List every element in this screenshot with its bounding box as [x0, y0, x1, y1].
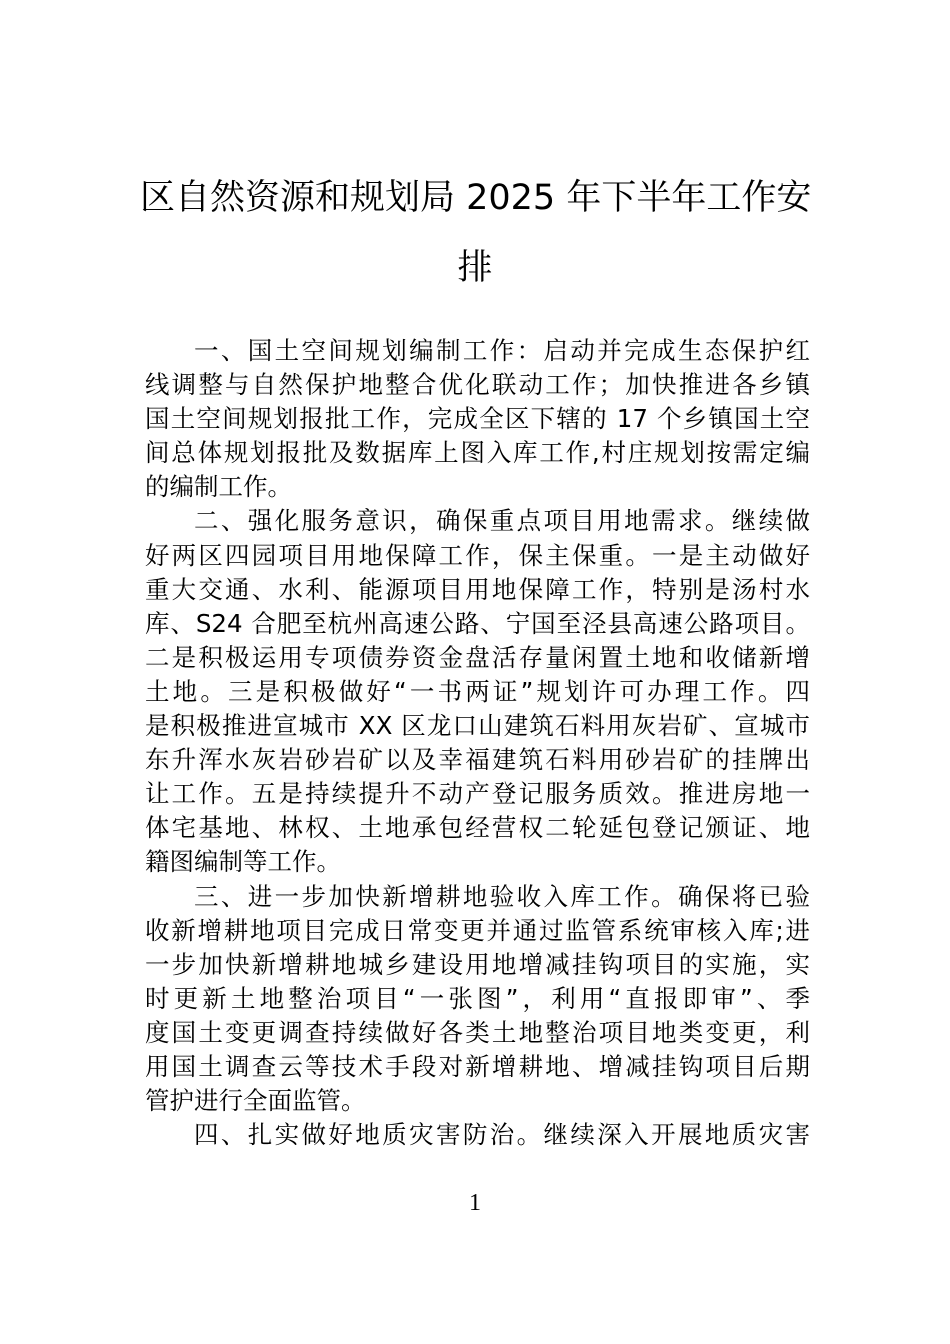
paragraph-line: 土地。三是积极做好“一书两证”规划许可办理工作。四 — [145, 676, 810, 706]
section-1-planning — [145, 334, 810, 504]
paragraph-line: 好两区四园项目用地保障工作，保主保重。一是主动做好 — [145, 540, 810, 570]
paragraph-line: 四、扎实做好地质灾害防治。继续深入开展地质灾害 — [194, 1120, 810, 1150]
paragraph-line: 三、进一步加快新增耕地验收入库工作。确保将已验 — [194, 881, 810, 911]
paragraph-line: 库、S24 合肥至杭州高速公路、宁国至泾县高速公路项目。 — [145, 608, 810, 638]
paragraph-line: 东升浑水灰岩砂岩矿以及幸福建筑石料用砂岩矿的挂牌出 — [145, 745, 810, 775]
document-title — [140, 163, 810, 303]
section-3-farmland — [145, 880, 810, 1119]
paragraph-line: 的编制工作。 — [145, 472, 292, 502]
paragraph-line: 线调整与自然保护地整合优化联动工作；加快推进各乡镇 — [145, 370, 810, 400]
paragraph-line: 二是积极运用专项债券资金盘活存量闲置土地和收储新增 — [145, 642, 810, 672]
paragraph-line: 一、国土空间规划编制工作：启动并完成生态保护红 — [194, 336, 810, 365]
paragraph-line: 二、强化服务意识，确保重点项目用地需求。继续做 — [194, 506, 810, 536]
paragraph-line: 时更新土地整治项目“一张图”，利用“直报即审”、季 — [145, 983, 810, 1013]
paragraph-line: 用国土调查云等技术手段对新增耕地、增减挂钩项目后期 — [145, 1051, 810, 1081]
paragraph-line: 管护进行全面监管。 — [145, 1086, 366, 1116]
paragraph-line: 是积极推进宣城市 XX 区龙口山建筑石料用灰岩矿、宣城市 — [145, 711, 810, 741]
paragraph-line: 收新增耕地项目完成日常变更并通过监管系统审核入库;进 — [145, 915, 810, 945]
title-line-2: 排 — [457, 248, 493, 288]
paragraph-line: 间总体规划报批及数据库上图入库工作,村庄规划按需定编 — [145, 438, 810, 468]
paragraph-line: 体宅基地、林权、土地承包经营权二轮延包登记颁证、地 — [145, 813, 810, 843]
paragraph-line: 国土空间规划报批工作，完成全区下辖的 17 个乡镇国土空 — [145, 404, 810, 434]
page-number: 1 — [469, 1190, 481, 1216]
paragraph-line: 重大交通、水利、能源项目用地保障工作，特别是汤村水 — [145, 574, 810, 604]
paragraph-line: 一步加快新增耕地城乡建设用地增减挂钩项目的实施，实 — [145, 949, 810, 979]
section-2-service — [145, 504, 810, 879]
paragraph-line: 让工作。五是持续提升不动产登记服务质效。推进房地一 — [145, 779, 810, 809]
paragraph-line: 度国土变更调查持续做好各类土地整治项目地类变更，利 — [145, 1017, 810, 1047]
document-body — [145, 334, 810, 1152]
title-line-1: 区自然资源和规划局 2025 年下半年工作安 — [140, 178, 812, 218]
section-4-geohazard — [145, 1118, 810, 1152]
paragraph-line: 籍图编制等工作。 — [145, 847, 341, 877]
